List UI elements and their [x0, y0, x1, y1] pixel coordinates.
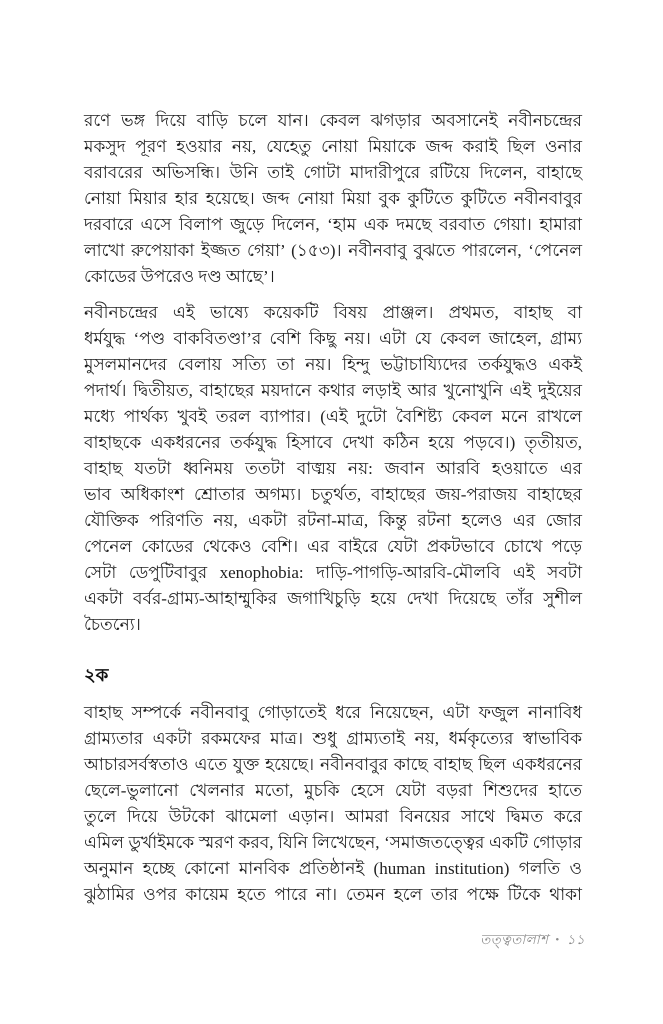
text-line: এমিল ডুর্খাইমকে স্মরণ করব, যিনি লিখেছেন, ‘সমাজতত্ত্বের একটি গোড়ার — [84, 833, 582, 852]
journal-name: তত্ত্বতালাশ — [480, 932, 549, 947]
paragraph — [84, 300, 582, 638]
text-line: যৌক্তিক পরিণতি নয়, একটা রটনা-মাত্র, কিন্তু রটনা হলেও এর জোর — [84, 511, 582, 530]
text-line: লাখো রুপেয়াকা ইজ্জত গেয়া’ (১৫৩)। নবীনবাবু বুঝতে পারলেন, ‘পেনেল — [84, 241, 582, 260]
text-line: বরাবরের অভিসন্ধি। উনি তাই গোটা মাদারীপুরে রটিয়ে দিলেন, বাহাছে — [84, 163, 582, 182]
section-heading: ২ক — [84, 665, 109, 685]
text-line: চৈতন্যে। — [84, 615, 141, 634]
text-line: কোডের উপরেও দণ্ড আছে’। — [84, 267, 275, 286]
text-line: মকসুদ পূরণ হওয়ার নয়, যেহেতু নোয়া মিয়াকে জব্দ করাই ছিল ওনার — [84, 137, 582, 156]
text-line: বাহাছ যতটা ধ্বনিময় ততটা বাঙ্ময় নয়: জবান আরবি হওয়াতে এর — [84, 459, 582, 478]
text-line: মুসলমানদের বেলায় সত্যি তা নয়। হিন্দু ভট্টাচায্যিদের তর্কযুদ্ধও একই — [84, 355, 582, 374]
text-line: তুলে দিয়ে উটকো ঝামেলা এড়ান। আমরা বিনয়ের সাথে দ্বিমত করে — [84, 807, 582, 826]
text-line: পেনেল কোডের থেকেও বেশি। এর বাইরে যেটা প্রকটভাবে চোখে পড়ে — [84, 537, 582, 556]
text-line: গ্রাম্যতার একটা রকমফের মাত্র। শুধু গ্রাম্যতাই নয়, ধর্মকৃত্যের স্বাভাবিক — [84, 729, 582, 748]
bullet-separator-icon: • — [555, 934, 560, 946]
text-line: বাহাছকে একধরনের তর্কযুদ্ধ হিসাবে দেখা কঠিন হয়ে পড়বে।) তৃতীয়ত, — [84, 433, 582, 452]
text-line: মধ্যে পার্থক্য খুবই তরল ব্যাপার। (এই দুটো বৈশিষ্ট্য কেবল মনে রাখলে — [84, 407, 582, 426]
text-line: নোয়া মিয়ার হার হয়েছে। জব্দ নোয়া মিয়া বুক কুটিতে কুটিতে নবীনবাবুর — [84, 189, 582, 208]
page-number: ১১ — [566, 932, 585, 947]
paragraph — [84, 108, 582, 290]
text-line: সেটা ডেপুটিবাবুর xenophobia: দাড়ি-পাগড়ি-আরবি-মৌলবি এই সবটা — [84, 563, 582, 582]
text-line: ধর্মযুদ্ধ ‘পণ্ড বাকবিতণ্ডা’র বেশি কিছু নয়। এটা যে কেবল জাহেল, গ্রাম্য — [84, 329, 582, 348]
text-line: ছেলে-ভুলানো খেলনার মতো, মুচকি হেসে যেটা বড়রা শিশুদের হাতে — [84, 781, 582, 800]
text-block — [84, 108, 582, 908]
text-line: ভাব অধিকাংশ শ্রোতার অগম্য। চতুর্থত, বাহাছের জয়-পরাজয় বাহাছের — [84, 485, 582, 504]
text-line: পদার্থ। দ্বিতীয়ত, বাহাছের ময়দানে কথার লড়াই আর খুনোখুনি এই দুইয়ের — [84, 381, 582, 400]
text-line: একটা বর্বর-গ্রাম্য-আহাম্মুকির জগাখিচুড়ি হয়ে দেখা দিয়েছে তাঁর সুশীল — [84, 589, 582, 608]
text-line: নবীনচন্দ্রের এই ভাষ্যে কয়েকটি বিষয় প্রাঞ্জল। প্রথমত, বাহাছ বা — [84, 303, 582, 322]
text-line: দরবারে এসে বিলাপ জুড়ে দিলেন, ‘হাম এক দমছে বরবাত গেয়া। হামারা — [84, 215, 582, 234]
text-line: বাহাছ সম্পর্কে নবীনবাবু গোড়াতেই ধরে নিয়েছেন, এটা ফজুল নানাবিধ — [84, 703, 582, 722]
page-footer — [480, 930, 585, 951]
text-line: ঝুঠামির ওপর কায়েম হতে পারে না। তেমন হলে তার পক্ষে টিকে থাকা — [84, 885, 582, 904]
paragraph — [84, 700, 582, 908]
text-line: আচারসর্বস্বতাও এতে যুক্ত হয়েছে। নবীনবাবুর কাছে বাহাছ ছিল একধরনের — [84, 755, 582, 774]
text-line: রণে ভঙ্গ দিয়ে বাড়ি চলে যান। কেবল ঝগড়ার অবসানেই নবীনচন্দ্রের — [84, 111, 582, 130]
text-line: অনুমান হচ্ছে কোনো মানবিক প্রতিষ্ঠানই (human institution) গলতি ও — [84, 859, 582, 878]
